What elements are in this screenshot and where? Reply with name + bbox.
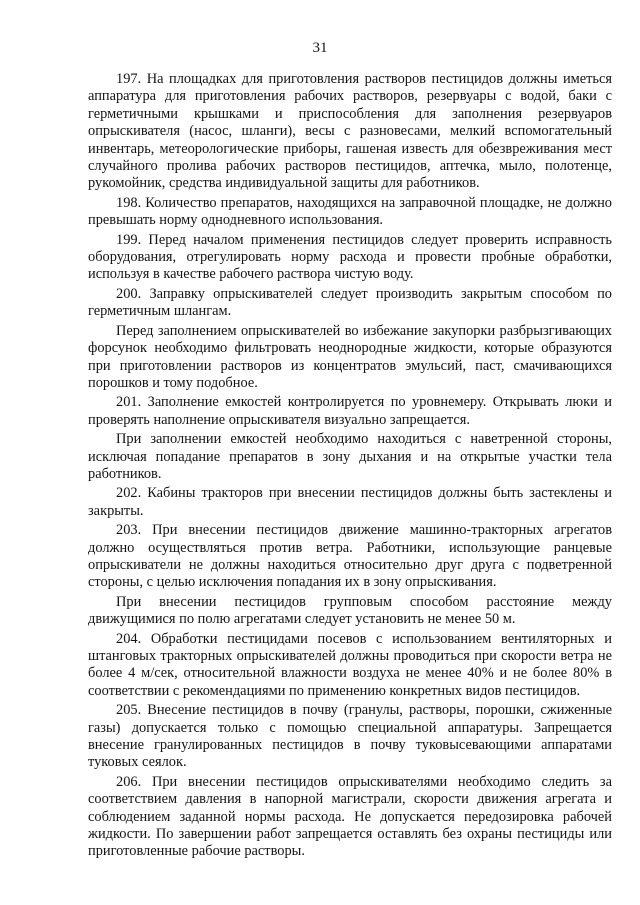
paragraph-203-continued: При внесении пестицидов групповым способом расстояние между движущимися по полю агрегатами следует установить не менее 50 м. <box>88 593 612 628</box>
paragraph-202: 202. Кабины тракторов при внесении пестицидов должны быть застеклены и закрыты. <box>88 485 612 519</box>
paragraph-199: 199. Перед началом применения пестицидов следует проверить исправность оборудования, отрегулировать норму расхода и провести пробные обработки, используя в качестве рабочего раствора чистую воду. <box>88 231 612 283</box>
paragraph-201-continued: При заполнении емкостей необходимо находиться с наветренной стороны, исключая попадание препаратов в зону дыхания и на открытые участки тела работников. <box>88 431 612 482</box>
paragraph-205: 205. Внесение пестицидов в почву (гранулы, растворы, порошки, сжиженные газы) допускается только с помощью специальной аппаратуры. Запрещается внесение гранулированных пестицидов в почву туковысевающими аппаратами туковых сеялок. <box>88 702 612 771</box>
paragraph-206: 206. При внесении пестицидов опрыскивателями необходимо следить за соответствием давления в напорной магистрали, скорости движения агрегата и соблюдением заданной нормы расхода. Не допускается передозировка рабочей жидкости. По завершении работ запрещается оставлять без охраны пестициды или приготовленные рабочие растворы. <box>88 773 612 860</box>
paragraph-204: 204. Обработки пестицидами посевов с использованием вентиляторных и штанговых тракторных опрыскивателей должны проводиться при скорости ветра не более 4 м/сек, относительной влажности воздуха не менее 40% и не более 80% в соответствии с рекомендациями по применению конкретных видов пестицидов. <box>88 630 612 699</box>
paragraph-200-continued: Перед заполнением опрыскивателей во избежание закупорки разбрызгивающих форсунок необходимо фильтровать неоднородные жидкости, которые образуются при приготовлении растворов из концентратов эмульсий, паст, смачивающихся порошков и тому подобное. <box>88 322 612 391</box>
paragraph-197: 197. На площадках для приготовления растворов пестицидов должны иметься аппаратура для приготовления рабочих растворов, резервуары с водой, баки с герметичными крышками и приспособления для заполнения резервуаров опрыскивателя (насос, шланги), весы с разновесами, мелкий вспомогательный инвентарь, метеорологические приборы, гашеная известь для обезвреживания мест случайного пролива рабочих растворов пестицидов, аптечка, мыло, полотенце, рукомойник, средства индивидуальной защиты для работников. <box>88 71 612 192</box>
paragraph-200: 200. Заправку опрыскивателей следует производить закрытым способом по герметичным шлангам. <box>88 285 612 320</box>
page-number: 31 <box>312 40 328 56</box>
paragraph-201: 201. Заполнение емкостей контролируется по уровнемеру. Открывать люки и проверять наполнение опрыскивателя визуально запрещается. <box>88 394 612 428</box>
paragraph-198: 198. Количество препаратов, находящихся на заправочной площадке, не должно превышать норму однодневного использования. <box>88 194 612 229</box>
paragraph-203: 203. При внесении пестицидов движение машинно-тракторных агрегатов должно осуществляться против ветра. Работники, использующие ранцевые опрыскиватели не должны находиться относительно друг друга с подветренной стороны, с целью исключения попадания их в зону опрыскивания. <box>88 522 612 591</box>
document-body <box>88 71 612 863</box>
